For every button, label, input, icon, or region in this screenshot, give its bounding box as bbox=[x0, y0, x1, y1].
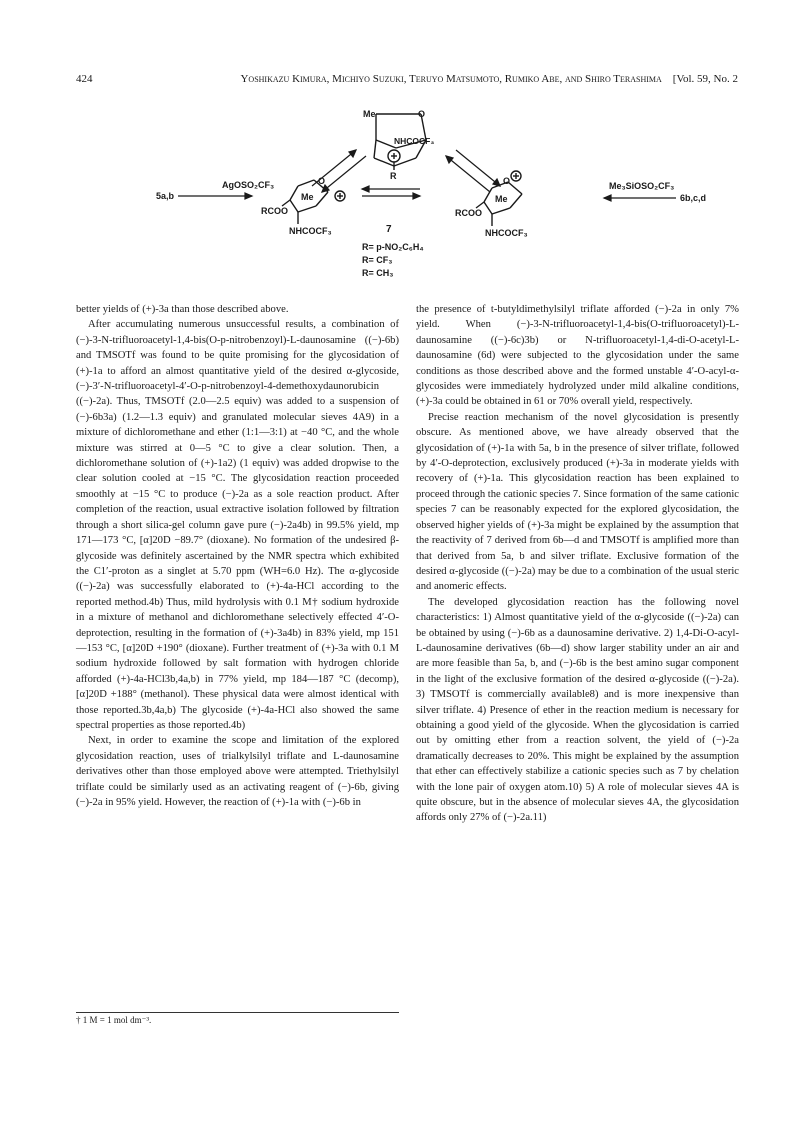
right-rcoo: RCOO bbox=[455, 208, 482, 218]
right-paragraph-3: The developed glycosidation reaction has the following novel characteristics: 1) Almost quantitative yield of the α-glycoside ((−)-2a) can be obtained by using (−)-6b as a daunosamine derivative. 2) 1,4-Di-O-acyl-L-daunosamine derivatives (6b—d) show larger stability under an air and are more feasible than 5a, b, and (−)-6b is the best amino sugar component in the light of the exclusive formation of the desired α-glycoside ((−)-2a). 3) TMSOTf is commercially available8) and is more inexpensive than silver triflate. 4) Presence of ether in the reaction medium is necessary for obtaining a good yield of the glycoside. When the glycosidation is carried out by omitting ether from a reaction solvent, the yield of (−)-2a dramatically decreases to 20%. This might be explained by the assumption that ether can effectively stabilize a cationic species such as 7 by chelation with the lone pair of oxygen atom.10) 5) A role of molecular sieves 4A is quite obscure, but in the absence of molecular sieves 4A, the glycosidation affords only 27% of (−)-2a.11) bbox=[416, 596, 739, 824]
left-paragraph-2: After accumulating numerous unsuccessful results, a combination of (−)-3-N-trifluoroacetyl-1,4-bis(O-p-nitrobenzoyl)-L-daunosamine ((−)-6b) and TMSOTf was found to be quite promising for the glycosidation of (+)-1a to afford an almost quantitative yield of the desired α-glycoside, (−)-3′-N-trifluoroacetyl-4′-O-p-nitrobenzoyl-4-demethoxydaunorubicin ((−)-2a). Thus, TMSOTf (2.0—2.5 equiv) was added to a suspension of (−)-6b3a) (1.2—1.3 equiv) and granulated molecular sieves 4A9) in a mixture of dichloromethane and ether (1:1—3:1) at −40 °C, and the whole mixture was stirred at 0—5 °C to give a clear solution. Then, a dichloromethane solution of (+)-1a2) (1 equiv) was added dropwise to the clear solution cooled at −15 °C. The glycosidation reaction proceeded smoothly at −15 °C to produce (−)-2a as a sole reaction product. After completion of the reaction, usual extractive isolation followed by filtration through a short silica-gel column gave pure (−)-2a4b) in 99.5% yield, mp 171—173 °C, [α]20D −89.7° (dioxane). No formation of the undesired β-glycoside was definitely ascertained by the NMR spectra which exhibited the C1′-proton as a singlet at 5.70 ppm (WH=6.0 Hz). The α-glycoside ((−)-2a) was successfully elaborated to (+)-4a-HCl according to the reported method.4b) Thus, mild hydrolysis with 0.1 M† sodium hydroxide in a mixture of methanol and dichloromethane selectively effected 4′-O-deprotection, resulting in the formation of (+)-3a4b) in 83% yield, mp 151—153 °C, [α]20D +190° (dioxane). Further treatment of (+)-3a with 0.1 M sodium hydroxide followed by salt formation with hydrogen chloride afforded (+)-4a-HCl3b,4a,b) in 77% yield, mp 184—187 °C (decomp), [α]20D +188° (methanol). These physical data were almost identical with those reported.3b,4a,b) The glycoside (+)-4a-HCl also showed the same spectral properties as those reported.4b) bbox=[76, 319, 399, 731]
top-r: R bbox=[390, 171, 397, 181]
r-def-1: R= p-NO₂C₆H₄ bbox=[362, 242, 424, 252]
r-def-3: R= CH₃ bbox=[362, 268, 394, 278]
left-me: Me bbox=[301, 192, 314, 202]
left-structure bbox=[282, 180, 345, 224]
right-reagent: Me₃SiOSO₂CF₃ bbox=[609, 181, 675, 191]
right-o: O bbox=[503, 176, 511, 186]
right-reagent-label: 6b,c,d bbox=[680, 193, 707, 203]
equilibrium-arrows bbox=[178, 150, 676, 201]
left-paragraph-3: Next, in order to examine the scope and limitation of the explored glycosidation reaction, uses of trialkylsilyl triflate and L-daunosamine derivatives other than those employed above were attempted. Triethylsilyl triflate could be similarly used as an activating reagent of (−)-6b, giving (−)-2a in 95% yield. However, the reaction of (+)-1a with (−)-6b in bbox=[76, 735, 399, 808]
top-me: Me bbox=[363, 109, 376, 119]
reaction-scheme bbox=[76, 100, 738, 290]
page-header bbox=[76, 73, 738, 89]
left-rcoo: RCOO bbox=[261, 206, 288, 216]
footnote-text: † 1 M = 1 mol dm⁻³. bbox=[76, 1015, 152, 1025]
top-nhcocf3: NHCOCF₃ bbox=[394, 136, 435, 146]
page-number: 424 bbox=[76, 73, 93, 85]
left-column bbox=[76, 302, 399, 810]
right-column bbox=[416, 302, 739, 826]
right-nhcocf3: NHCOCF₃ bbox=[485, 228, 528, 238]
running-head bbox=[240, 73, 738, 85]
right-me: Me bbox=[495, 194, 508, 204]
right-paragraph-2: Precise reaction mechanism of the novel glycosidation is presently obscure. As mentioned above, we have already observed that the glycosidation of (+)-1a with 5a, b in the presence of silver triflate, followed by 4′-O-deprotection, exclusively produced (+)-3a in moderate yields with recovery of (+)-1a. This glycosidation reaction has been explained to proceed through the cationic species 7. Since formation of the same cationic species 7 can be reasonably expected for the explored glycosidation, the observed higher yields of (+)-3a might be explained by the assumption that the reactivity of 7 derived from 6b—d and TMSOTf is amplified more than that derived from 5a, b and silver triflate. Exclusive formation of the desired α-glycoside ((−)-2a) may be due to a combination of the usual steric and anomeric effects. bbox=[416, 411, 739, 593]
top-o: O bbox=[418, 109, 426, 119]
authors-running: Yoshikazu Kimura, Michiyo Suzuki, Teruyo Matsumoto, Rumiko Abe, and Shiro Terashima bbox=[240, 73, 662, 85]
left-reagent: AgOSO₂CF₃ bbox=[222, 180, 275, 190]
left-o: O bbox=[318, 176, 326, 186]
compound-label: 7 bbox=[386, 224, 392, 235]
journal-ref: [Vol. 59, No. 2 bbox=[672, 73, 738, 85]
left-reagent-label: 5a,b bbox=[156, 191, 175, 201]
r-def-2: R= CF₃ bbox=[362, 255, 393, 265]
left-nhcocf3: NHCOCF₃ bbox=[289, 226, 332, 236]
right-paragraph-1: the presence of t-butyldimethylsilyl triflate afforded (−)-2a in only 7% yield. When (−)-3-N-trifluoroacetyl-1,4-bis(O-trifluoroacetyl)-L-daunosamine ((−)-6c)3b) or N-trifluoroacetyl-1,4-di-O-acetyl-L-daunosamine (6d) were subjected to the glycosidation under the same conditions as those described above and the formed unstable 4′-O-acyl-α-glycosides were immediately hydrolyzed under mild alkaline conditions, (+)-3a could be obtained in 61 or 70% overall yield, respectively. bbox=[416, 304, 739, 408]
footnote bbox=[76, 1012, 399, 1026]
left-paragraph-1: better yields of (+)-3a than those described above. bbox=[76, 304, 289, 315]
